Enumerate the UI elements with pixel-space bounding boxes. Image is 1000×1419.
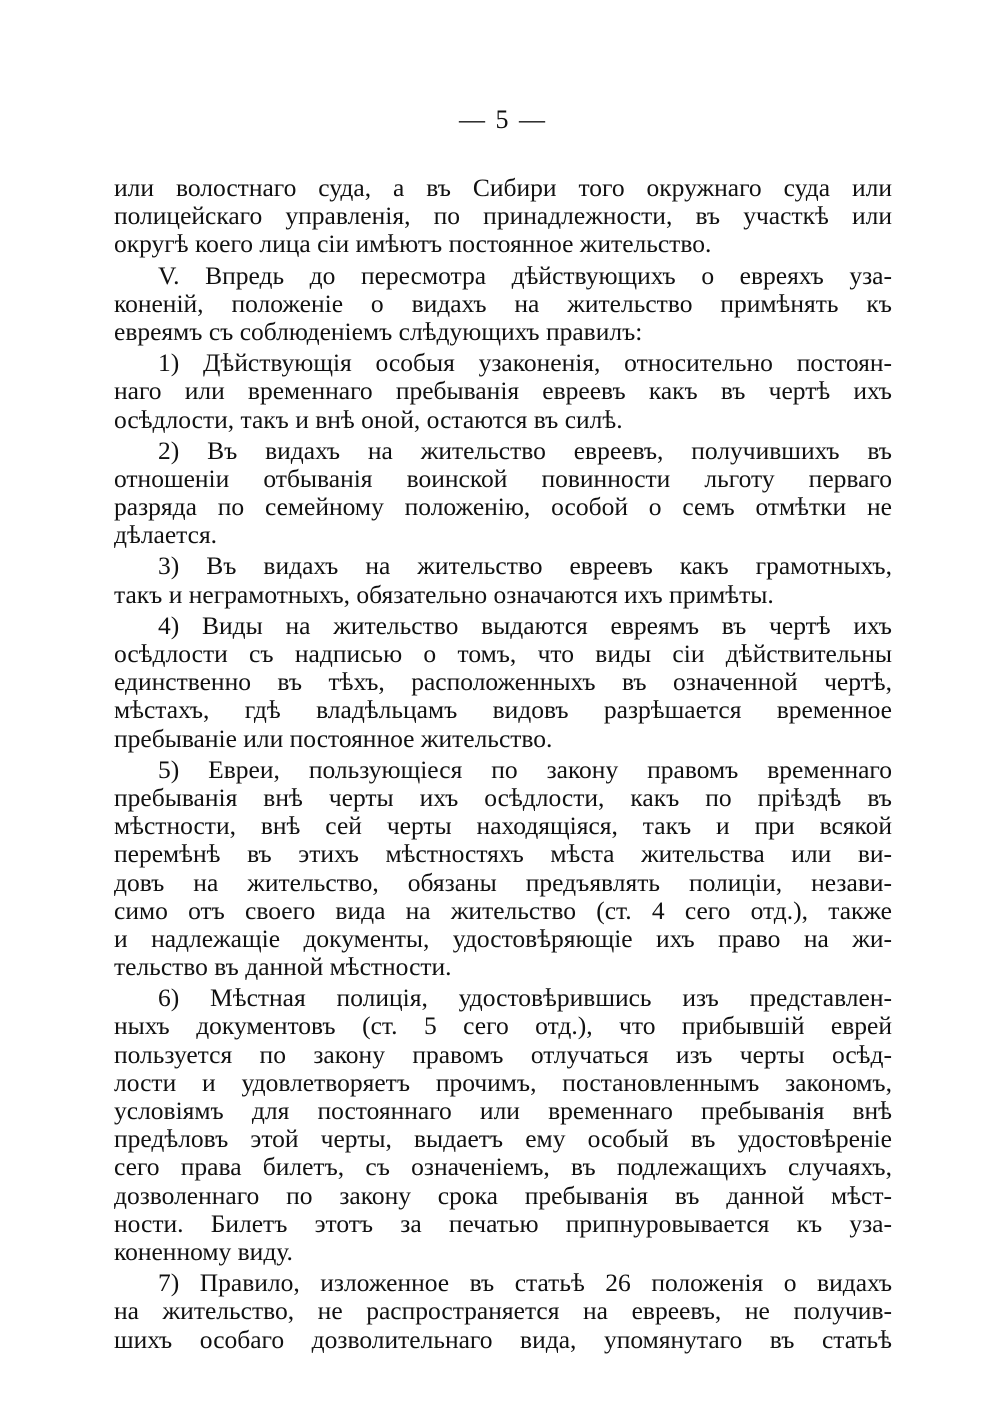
text-line: перемѣнѣ въ этихъ мѣстностяхъ мѣста жительства или ви- [114,839,892,869]
paragraph [114,756,892,982]
body-text [114,174,892,1354]
text-line: или волостнаго суда, а въ Сибири того окружнаго суда или [114,173,892,202]
text-line: 6) Мѣстная полиція, удостовѣрившись изъ представлен- [158,983,892,1013]
text-line: такъ и неграмотныхъ, обязательно означаются ихъ примѣты. [114,579,774,609]
text-line: пребываніе или постоянное жительство. [114,723,553,753]
text-line: на жительство, не распространяется на евреевъ, не получив- [114,1296,892,1326]
paragraph [114,552,892,608]
text-line: отношеніи отбыванія воинской повинности льготу перваго [114,463,892,493]
text-line: симо отъ своего вида на жительство (ст. 4 сего отд.), также [114,895,892,925]
text-line: ности. Билетъ этотъ за печатью припнуровывается къ уза- [114,1208,892,1238]
text-line: наго или временнаго пребыванія евреевъ какъ въ чертѣ ихъ [114,376,892,406]
text-line: осѣдлости, такъ и внѣ оной, остаются въ силѣ. [114,404,623,434]
text-line: и надлежащіе документы, удостовѣряющіе ихъ право на жи- [114,923,892,953]
text-line: разряда по семейному положенію, особой о семъ отмѣтки не [114,492,892,522]
text-line: округѣ коего лица сіи имѣютъ постоянное жительство. [114,229,712,259]
text-line: пребыванія внѣ черты ихъ осѣдлости, какъ по пріѣздѣ въ [114,782,892,812]
text-line: мѣстности, внѣ сей черты находящіяся, такъ и при всякой [114,811,892,841]
text-line: 4) Виды на жительство выдаются евреямъ въ чертѣ ихъ [158,610,892,640]
paragraph [114,174,892,259]
text-line: предѣловъ этой черты, выдаетъ ему особый въ удостовѣреніе [114,1124,892,1154]
text-line: 7) Правило, изложенное въ статьѣ 26 положенія о видахъ [158,1268,892,1298]
text-line: 3) Въ видахъ на жительство евреевъ какъ грамотныхъ, [158,551,892,581]
text-line: лости и удовлетворяетъ прочимъ, постановленнымъ закономъ, [114,1067,892,1097]
text-line: коненій, положеніе о видахъ на жительство примѣнять къ [114,288,892,318]
text-line: коненному виду. [114,1236,293,1266]
text-line: мѣстахъ, гдѣ владѣльцамъ видовъ разрѣшается временное [114,695,892,725]
text-line: сего права билетъ, съ означеніемъ, въ подлежащихъ случаяхъ, [114,1152,892,1182]
text-line: евреямъ съ соблюденіемъ слѣдующихъ правилъ: [114,316,643,346]
paragraph [114,437,892,550]
paragraph [114,262,892,347]
text-line: шихъ особаго дозволительнаго вида, упомянутаго въ статьѣ [114,1324,892,1354]
text-line: 1) Дѣйствующія особыя узаконенія, относительно постоян- [158,348,892,378]
text-line: осѣдлости съ надписью о томъ, что виды сіи дѣйствительны [114,639,892,668]
text-line: тельство въ данной мѣстности. [114,952,452,982]
text-line: V. Впредь до пересмотра дѣйствующихъ о евреяхъ уза- [158,260,892,290]
text-line: 5) Евреи, пользующіеся по закону правомъ временнаго [158,754,892,784]
paragraph [114,612,892,753]
text-line: полицейскаго управленія, по принадлежности, въ участкѣ или [114,201,892,231]
text-line: 2) Въ видахъ на жительство евреевъ, получившихъ въ [158,435,892,465]
page-number: — 5 — [459,105,547,134]
paragraph [114,349,892,434]
text-line: условіямъ для постояннаго или временнаго пребыванія внѣ [114,1096,892,1125]
text-line: единственно въ тѣхъ, расположенныхъ въ означенной чертѣ, [114,667,892,697]
document-page [114,104,892,1354]
text-line: дозволеннаго по закону срока пребыванія въ данной мѣст- [114,1180,892,1210]
text-line: довъ на жительство, обязаны предъявлять полиціи, незави- [114,867,892,897]
text-line: пользуется по закону правомъ отлучаться изъ черты осѣд- [114,1039,892,1069]
paragraph [114,984,892,1266]
text-line: ныхъ документовъ (ст. 5 сего отд.), что прибывшій еврей [114,1011,892,1041]
paragraph [114,1269,892,1354]
text-line: дѣлается. [114,520,218,550]
